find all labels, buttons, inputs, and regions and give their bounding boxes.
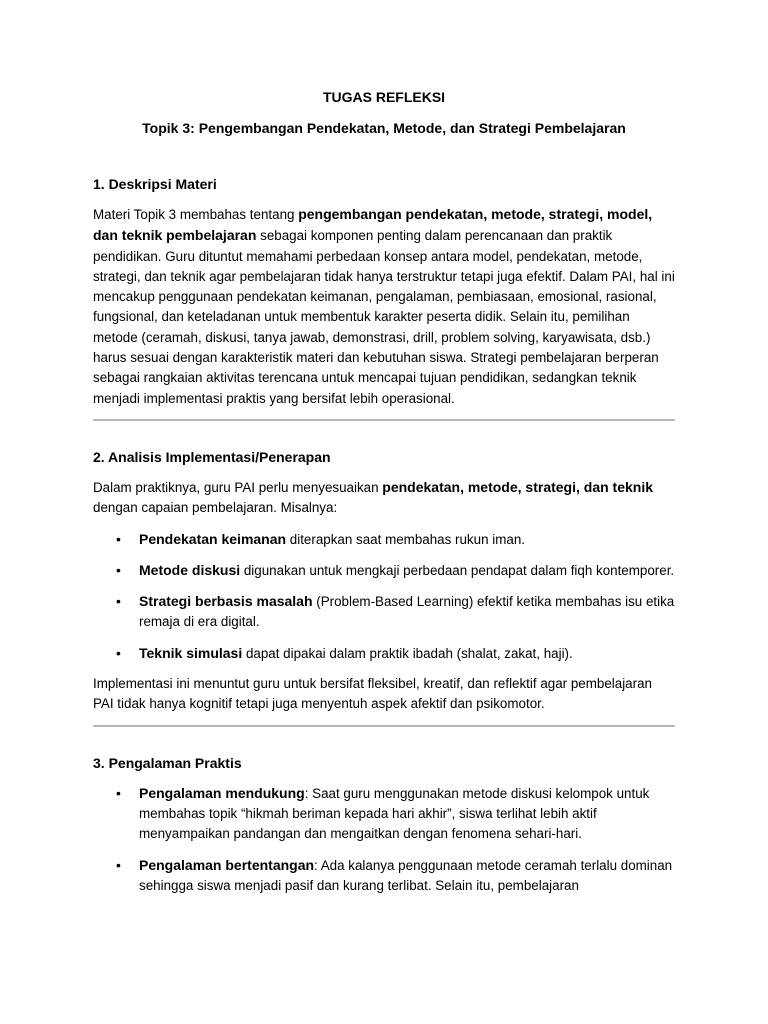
list-item-text: : Saat guru menggunakan metode diskusi kelompok untuk membahas topik “hikmah beriman kepada hari akhir”, siswa terlihat lebih aktif menyampaikan pandangan dan mengaitkan dengan fenomena sehari-hari. [139, 785, 650, 842]
section-pengalaman-praktis [93, 755, 675, 896]
list-item [139, 591, 675, 633]
list-item-text: (Problem-Based Learning) efektif ketika membahas isu etika remaja di era digital. [139, 594, 675, 630]
bold-phrase: Pengalaman mendukung [139, 784, 305, 801]
section-heading: 2. Analisis Implementasi/Penerapan [93, 448, 331, 465]
paragraph-text: Dalam praktiknya, guru PAI perlu menyesuaikan [93, 479, 383, 495]
document-subtitle: Topik 3: Pengembangan Pendekatan, Metode, dan Strategi Pembelajaran [142, 120, 626, 136]
document-body [93, 176, 675, 906]
paragraph-text: Materi Topik 3 membahas tentang [93, 207, 299, 222]
paragraph-text: dengan capaian pembelajaran. Misalnya: [93, 500, 338, 516]
bold-phrase: Teknik simulasi [139, 644, 243, 661]
section-divider [93, 419, 675, 421]
paragraph-intro [93, 477, 675, 519]
list-item-text: dapat dipakai dalam praktik ibadah (shalat, zakat, haji). [242, 645, 573, 661]
section-divider [93, 725, 675, 727]
section-analisis-implementasi [93, 449, 675, 715]
bold-phrase: pengembangan pendekatan, metode, strategi, model, dan teknik pembelajaran [93, 206, 653, 244]
list-item-text: digunakan untuk mengkaji perbedaan pendapat dalam fiqh kontemporer. [240, 562, 675, 578]
bold-phrase: Pengalaman bertentangan [139, 856, 315, 873]
list-item-text: : Ada kalanya penggunaan metode ceramah terlalu dominan sehingga siswa menjadi pasif dan kurang terlibat. Selain itu, pembelajaran [139, 857, 673, 893]
bold-phrase: Metode diskusi [139, 561, 241, 578]
bold-phrase: pendekatan, metode, strategi, dan teknik [382, 478, 654, 495]
section-deskripsi-materi [93, 176, 675, 409]
list-item-text: diterapkan saat membahas rukun iman. [286, 531, 525, 547]
list-item [139, 560, 675, 581]
section-heading: 3. Pengalaman Praktis [93, 754, 242, 771]
list-item [139, 529, 675, 550]
bold-phrase: Pendekatan keimanan [139, 530, 287, 547]
paragraph-text: sebagai komponen penting dalam perencanaan dan praktik pendidikan. Guru dituntut memahami perbedaan konsep antara model, pendekatan, metode, strategi, dan teknik agar pembelajaran tidak hanya terstruktur tetapi juga efektif. Dalam PAI, hal ini mencakup penggunaan pendekatan keimanan, pengalaman, pembiasaan, emosional, rasional, fungsional, dan keteladanan untuk membentuk karakter peserta didik. Selain itu, pemilihan metode (ceramah, diskusi, tanya jawab, demonstrasi, drill, problem solving, karyawisata, dsb.) harus sesuai dengan karakteristik materi dan kebutuhan siswa. Strategi pembelajaran berperan sebagai rangkaian aktivitas terencana untuk mencapai tujuan pendidikan, sedangkan teknik menjadi implementasi praktis yang bersifat lebih operasional. [93, 228, 675, 406]
list-item [139, 643, 675, 664]
paragraph-closing: Implementasi ini menuntut guru untuk bersifat fleksibel, kreatif, dan reflektif agar pembelajaran PAI tidak hanya kognitif tetapi juga menyentuh aspek afektif dan psikomotor. [93, 676, 652, 712]
bullet-list [93, 529, 675, 664]
paragraph-deskripsi [93, 204, 675, 409]
list-item [139, 783, 675, 845]
bold-phrase: Strategi berbasis masalah [139, 593, 313, 610]
bullet-list [93, 783, 675, 896]
document-title: TUGAS REFLEKSI [322, 89, 446, 105]
section-heading: 1. Deskripsi Materi [93, 176, 217, 192]
list-item [139, 855, 675, 897]
